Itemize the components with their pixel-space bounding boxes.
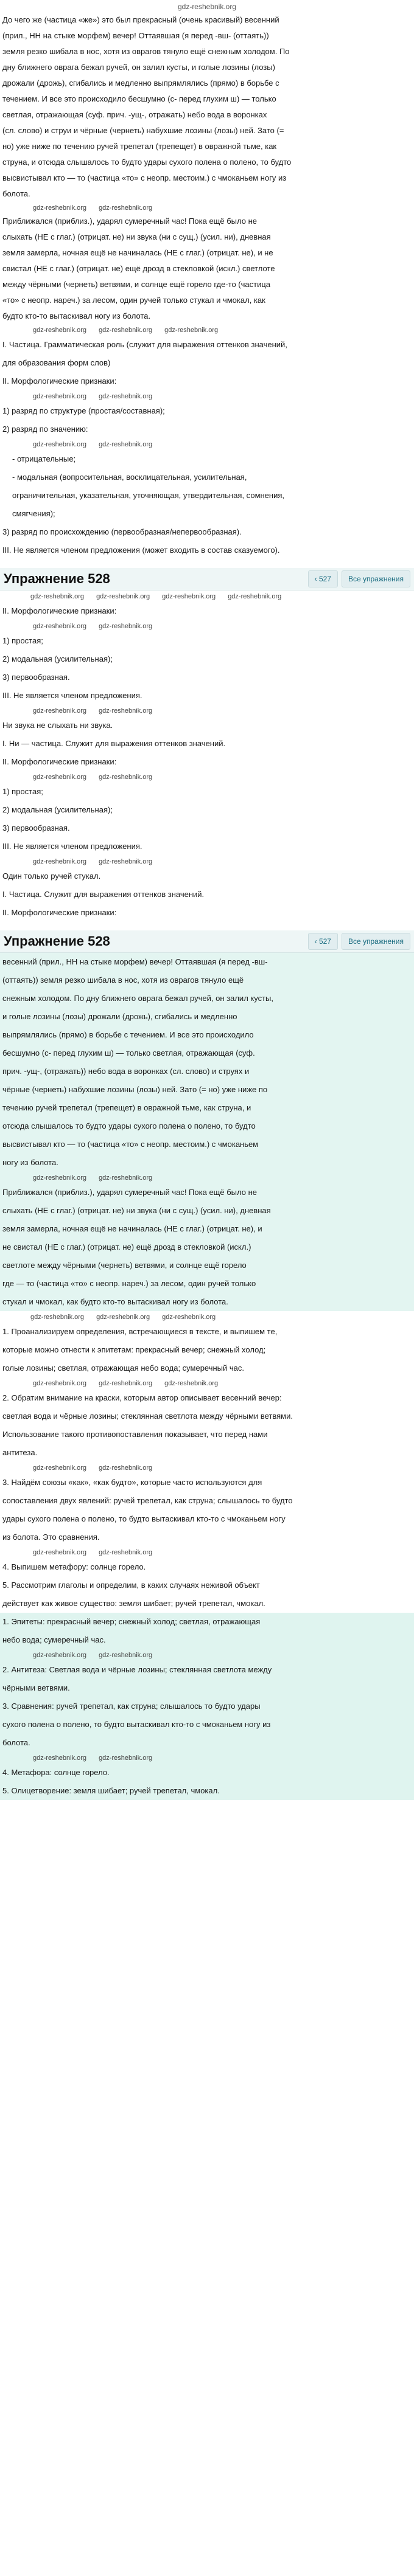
watermark: gdz-reshebnik.org — [33, 1652, 87, 1659]
text-line: слыхать (НЕ с глаг.) (отрицат. не) ни звука (ни с сущ.) (усил. ни), дневная — [2, 1206, 271, 1215]
answer-line: голые лозины; светлая, отражающая небо вода; сумеречный час. — [2, 1363, 245, 1373]
analysis-line: для образования форм слов) — [2, 358, 111, 367]
text-line: земля замерла, ночная ещё не начиналась (НЕ с глаг.) (отрицат. не), и не — [2, 248, 273, 257]
analysis-line: смягчения); — [12, 509, 55, 518]
watermark: gdz-reshebnik.org — [99, 623, 153, 630]
prev-exercise-button[interactable] — [308, 933, 338, 950]
analysis-line: - отрицательные; — [12, 454, 76, 463]
watermark: gdz-reshebnik.org — [99, 774, 153, 781]
chevron-left-icon: ‹ — [314, 937, 319, 946]
watermark: gdz-reshebnik.org — [99, 327, 153, 334]
text-line: дну ближнего оврага бежал ручей, он залил кусты, и голые лозины (лозы) — [2, 63, 275, 72]
answer-line: 5. Рассмотрим глаголы и определим, в каких случаях неживой объект — [2, 1581, 260, 1590]
watermark: gdz-reshebnik.org — [33, 204, 87, 212]
text-line: весенний (прил., НН на стыке морфем) вечер! Оттаявшая (я перед -вш- — [2, 957, 268, 966]
watermark: gdz-reshebnik.org — [162, 593, 216, 600]
text-line: снежным холодом. По дну ближнего оврага бежал ручей, он залил кусты, — [2, 994, 273, 1003]
text-line: где — то (частица «то» с неопр. нареч.) за лесом, один ручей только — [2, 1279, 256, 1288]
answer-line: которые можно отнести к эпитетам: прекрасный вечер; снежный холод; — [2, 1345, 266, 1354]
answer-line: 5. Олицетворение: земля шибает; ручей трепетал, чмокал. — [2, 1786, 220, 1795]
analysis-line: 3) первообразная. — [2, 823, 70, 833]
watermark: gdz-reshebnik.org — [99, 204, 153, 212]
text-line: светлоте между чёрными (чернеть) ветвями, и солнце ещё горело — [2, 1261, 247, 1270]
text-line: (оттаять)) земля резко шибала в нос, хотя из оврагов тянуло ещё — [2, 975, 244, 985]
text-line: между чёрными (чернеть) ветвями, и солнце ещё горело где-то (частица — [2, 280, 271, 289]
watermark: gdz-reshebnik.org — [33, 623, 87, 630]
answer-line: небо вода; сумеречный час. — [2, 1635, 106, 1644]
watermark: gdz-reshebnik.org — [30, 593, 85, 600]
exercise-title: Упражнение 528 — [4, 571, 110, 586]
watermark: gdz-reshebnik.org — [99, 441, 153, 448]
watermark: gdz-reshebnik.org — [99, 1652, 153, 1659]
watermark: gdz-reshebnik.org — [99, 1464, 153, 1472]
watermark: gdz-reshebnik.org — [33, 1380, 87, 1387]
answer-line: 2. Обратим внимание на краски, которым автор описывает весенний вечер: — [2, 1393, 282, 1402]
text-line: земля замерла, ночная ещё не начиналась (НЕ с глаг.) (отрицат. не), и — [2, 1224, 262, 1233]
watermark: gdz-reshebnik.org — [33, 393, 87, 400]
exercise-nav — [308, 570, 410, 587]
text-line: не свистал (НЕ с глаг.) (отрицат. не) ещё дрозд в стекловкой (искл.) — [2, 1242, 251, 1252]
answer-line: светлая вода и чёрные лозины; стеклянная светлота между чёрными ветвями. — [2, 1411, 293, 1421]
exercise-title: Упражнение 528 — [4, 933, 110, 949]
text-line: дрожали (дрожь), сгибались и медленно выпрямлялись (прямо) в борьбе с — [2, 78, 279, 88]
text-line: Приближался (приблиз.), ударял сумеречный час! Пока ещё было не — [2, 1188, 257, 1197]
analysis-line: 1) разряд по структуре (простая/составная); — [2, 406, 165, 415]
answer-line: антитеза. — [2, 1448, 38, 1457]
answers-summary-block — [0, 1613, 414, 1800]
text-line: прич. -ущ-, (отражать)) небо вода в воронках (сл. слово) и струях и — [2, 1067, 250, 1076]
text-line: До чего же (частица «же») это был прекрасный (очень красивый) весенний — [2, 15, 279, 24]
analysis-line: Ни звука не слыхать ни звука. — [2, 721, 113, 730]
text-line: (сл. слово) и струи и чёрные (чернеть) набухшие лозины (лозы) ней. Зато (= — [2, 126, 284, 135]
analysis-line: - модальная (вопросительная, восклицательная, усилительная, — [12, 473, 247, 482]
text-line: высвистывал кто — то (частица «то» с неопр. местоим.) с чмоканьем — [2, 1140, 259, 1149]
analysis-line: III. Не является членом предложения. — [2, 691, 142, 700]
watermark: gdz-reshebnik.org — [99, 1380, 153, 1387]
watermark: gdz-reshebnik.org — [33, 1754, 87, 1762]
analysis-line: III. Не является членом предложения. — [2, 842, 142, 851]
answer-line: сопоставления двух явлений: ручей трепетал, как струна; слышалось то будто — [2, 1496, 293, 1505]
analysis-line: 3) первообразная. — [2, 673, 70, 682]
answer-line: из болота. Это сравнения. — [2, 1532, 100, 1542]
text-line: свистал (НЕ с глаг.) (отрицат. не) ещё дрозд в стекловкой (искл.) светлоте — [2, 264, 275, 273]
analysis-line: III. Не является членом предложения (может входить в состав сказуемого). — [2, 545, 280, 555]
analysis-line: II. Морфологические признаки: — [2, 376, 117, 386]
exercise-header — [0, 568, 414, 590]
exercise-analysis-block — [0, 602, 414, 922]
answer-line: действует как живое существо: земля шибает; ручей трепетал, чмокал. — [2, 1599, 265, 1608]
text-line: слыхать (НЕ с глаг.) (отрицат. не) ни звука (ни с сущ.) (усил. ни), дневная — [2, 232, 271, 241]
exercise-text-block — [0, 953, 414, 1311]
analysis-line: I. Частица. Служит для выражения оттенков значений. — [2, 890, 205, 899]
analysis-line: II. Морфологические признаки: — [2, 606, 117, 615]
answer-line: чёрными ветвями. — [2, 1683, 70, 1692]
text-line: (прил., НН на стыке морфем) вечер! Оттаявшая (я перед -вш- (оттаять)) — [2, 31, 269, 40]
answer-line: болота. — [2, 1738, 30, 1747]
analysis-line: 3) разряд по происхождению (первообразная/непервообразная). — [2, 527, 242, 536]
analysis-line: 2) модальная (усилительная); — [2, 805, 113, 814]
analysis-line: I. Частица. Грамматическая роль (служит для выражения оттенков значений, — [2, 340, 287, 349]
watermark: gdz-reshebnik.org — [33, 707, 87, 715]
answer-line: сухого полена о полено, то будто вытаскивал кто-то с чмоканьем ногу из — [2, 1720, 271, 1729]
watermark: gdz-reshebnik.org — [99, 858, 153, 865]
watermark: gdz-reshebnik.org — [99, 707, 153, 715]
prev-exercise-label: 527 — [318, 575, 331, 583]
text-line: светлая, отражающая (суф. прич. -ущ-, отражать) небо вода в воронках — [2, 110, 267, 119]
watermark: gdz-reshebnik.org — [30, 1314, 85, 1321]
answer-line: 3. Сравнения: ручей трепетал, как струна; слышалось то будто удары — [2, 1702, 261, 1711]
answer-line: удары сухого полена о полено, то будто вытаскивал кто-то с чмоканьем ногу — [2, 1514, 286, 1523]
answer-line: 1. Проанализируем определения, встречающиеся в тексте, и выпишем те, — [2, 1327, 278, 1336]
chevron-left-icon: ‹ — [314, 575, 319, 583]
text-line: течением. И все это происходило бесшумно (с- перед глухим ш) — только — [2, 94, 276, 103]
text-line: ногу из болота. — [2, 1158, 58, 1167]
answers-block — [0, 1323, 414, 1613]
watermark: gdz-reshebnik.org — [228, 593, 282, 600]
answer-line: 4. Метафора: солнце горело. — [2, 1768, 110, 1777]
watermark: gdz-reshebnik.org — [99, 393, 153, 400]
analysis-line: 1) простая; — [2, 636, 43, 645]
exercise-header — [0, 930, 414, 953]
watermark: gdz-reshebnik.org — [164, 1380, 219, 1387]
text-line: чёрные (чернеть) набухшие лозины (лозы) ней. Зато (= но) уже ниже по — [2, 1085, 268, 1094]
watermark: gdz-reshebnik.org — [164, 327, 219, 334]
watermark: gdz-reshebnik.org — [33, 1174, 87, 1182]
answer-line: 1. Эпитеты: прекрасный вечер; снежный холод; светлая, отражающая — [2, 1617, 261, 1626]
watermark: gdz-reshebnik.org — [99, 1754, 153, 1762]
watermark: gdz-reshebnik.org — [33, 1549, 87, 1556]
watermark: gdz-reshebnik.org — [33, 327, 87, 334]
watermark: gdz-reshebnik.org — [33, 774, 87, 781]
text-line: и голые лозины (лозы) дрожали (дрожь), сгибались и медленно — [2, 1012, 237, 1021]
text-line: отсюда слышалось то будто удары сухого полена о полено, то будто — [2, 1121, 256, 1130]
text-line: течению ручей трепетал (трепещет) в овражной тьме, как струна, и — [2, 1103, 251, 1112]
all-exercises-button[interactable]: Все упражнения — [342, 933, 410, 950]
analysis-line: ограничительная, указательная, уточняющая, утвердительная, сомнения, — [12, 491, 285, 500]
prev-exercise-label: 527 — [318, 937, 331, 946]
watermark: gdz-reshebnik.org — [96, 593, 150, 600]
analysis-line: II. Морфологические признаки: — [2, 908, 117, 917]
answer-line: 4. Выпишем метафору: солнце горело. — [2, 1562, 146, 1571]
text-line: земля резко шибала в нос, хотя из оврагов тянуло ещё снежным холодом. По — [2, 47, 290, 56]
analysis-line: I. Ни — частица. Служит для выражения оттенков значений. — [2, 739, 226, 748]
analysis-line: 2) модальная (усилительная); — [2, 654, 113, 663]
all-exercises-button[interactable]: Все упражнения — [342, 570, 410, 587]
text-line: бесшумно (с- перед глухим ш) — только светлая, отражающая (суф. — [2, 1048, 255, 1058]
text-line: болота. — [2, 189, 30, 198]
exercise-text-block — [0, 12, 414, 559]
analysis-line: 1) простая; — [2, 787, 43, 796]
analysis-line: II. Морфологические признаки: — [2, 757, 117, 766]
text-line: высвистывал кто — то (частица «то» с неопр. местоим.) с чмоканьем ногу из — [2, 173, 287, 182]
watermark: gdz-reshebnik.org — [33, 441, 87, 448]
text-line: струна, и отсюда слышалось то будто удары сухого полена о полено, то будто — [2, 158, 292, 167]
answer-line: Использование такого противопоставления показывает, что перед нами — [2, 1430, 268, 1439]
answer-line: 2. Антитеза: Светлая вода и чёрные лозины; стеклянная светлота между — [2, 1665, 272, 1674]
prev-exercise-button[interactable] — [308, 570, 338, 587]
analysis-line: Один только ручей стукал. — [2, 871, 101, 881]
watermark: gdz-reshebnik.org — [99, 1549, 153, 1556]
exercise-nav — [308, 933, 410, 950]
text-line: стукал и чмокал, как будто кто-то вытаскивал ногу из болота. — [2, 1297, 228, 1306]
text-line: Приближался (приблиз.), ударял сумеречный час! Пока ещё было не — [2, 216, 257, 226]
text-line: выпрямлялись (прямо) в борьбе с течением. И все это происходило — [2, 1030, 254, 1039]
answer-line: 3. Найдём союзы «как», «как будто», которые часто используются для — [2, 1478, 262, 1487]
watermark: gdz-reshebnik.org — [96, 1314, 150, 1321]
watermark: gdz-reshebnik.org — [162, 1314, 216, 1321]
text-line: но) уже ниже по течению ручей трепетал (трепещет) в овражной тьме, как — [2, 142, 277, 151]
analysis-line: 2) разряд по значению: — [2, 424, 88, 434]
site-name[interactable]: gdz-reshebnik.org — [177, 2, 237, 11]
text-line: будто кто-то вытаскивал ногу из болота. — [2, 311, 151, 320]
watermark: gdz-reshebnik.org — [33, 1464, 87, 1472]
watermark: gdz-reshebnik.org — [99, 1174, 153, 1182]
watermark: gdz-reshebnik.org — [33, 858, 87, 865]
text-line: «то» с неопр. нареч.) за лесом, один ручей только стукал и чмокал, как — [2, 296, 265, 305]
